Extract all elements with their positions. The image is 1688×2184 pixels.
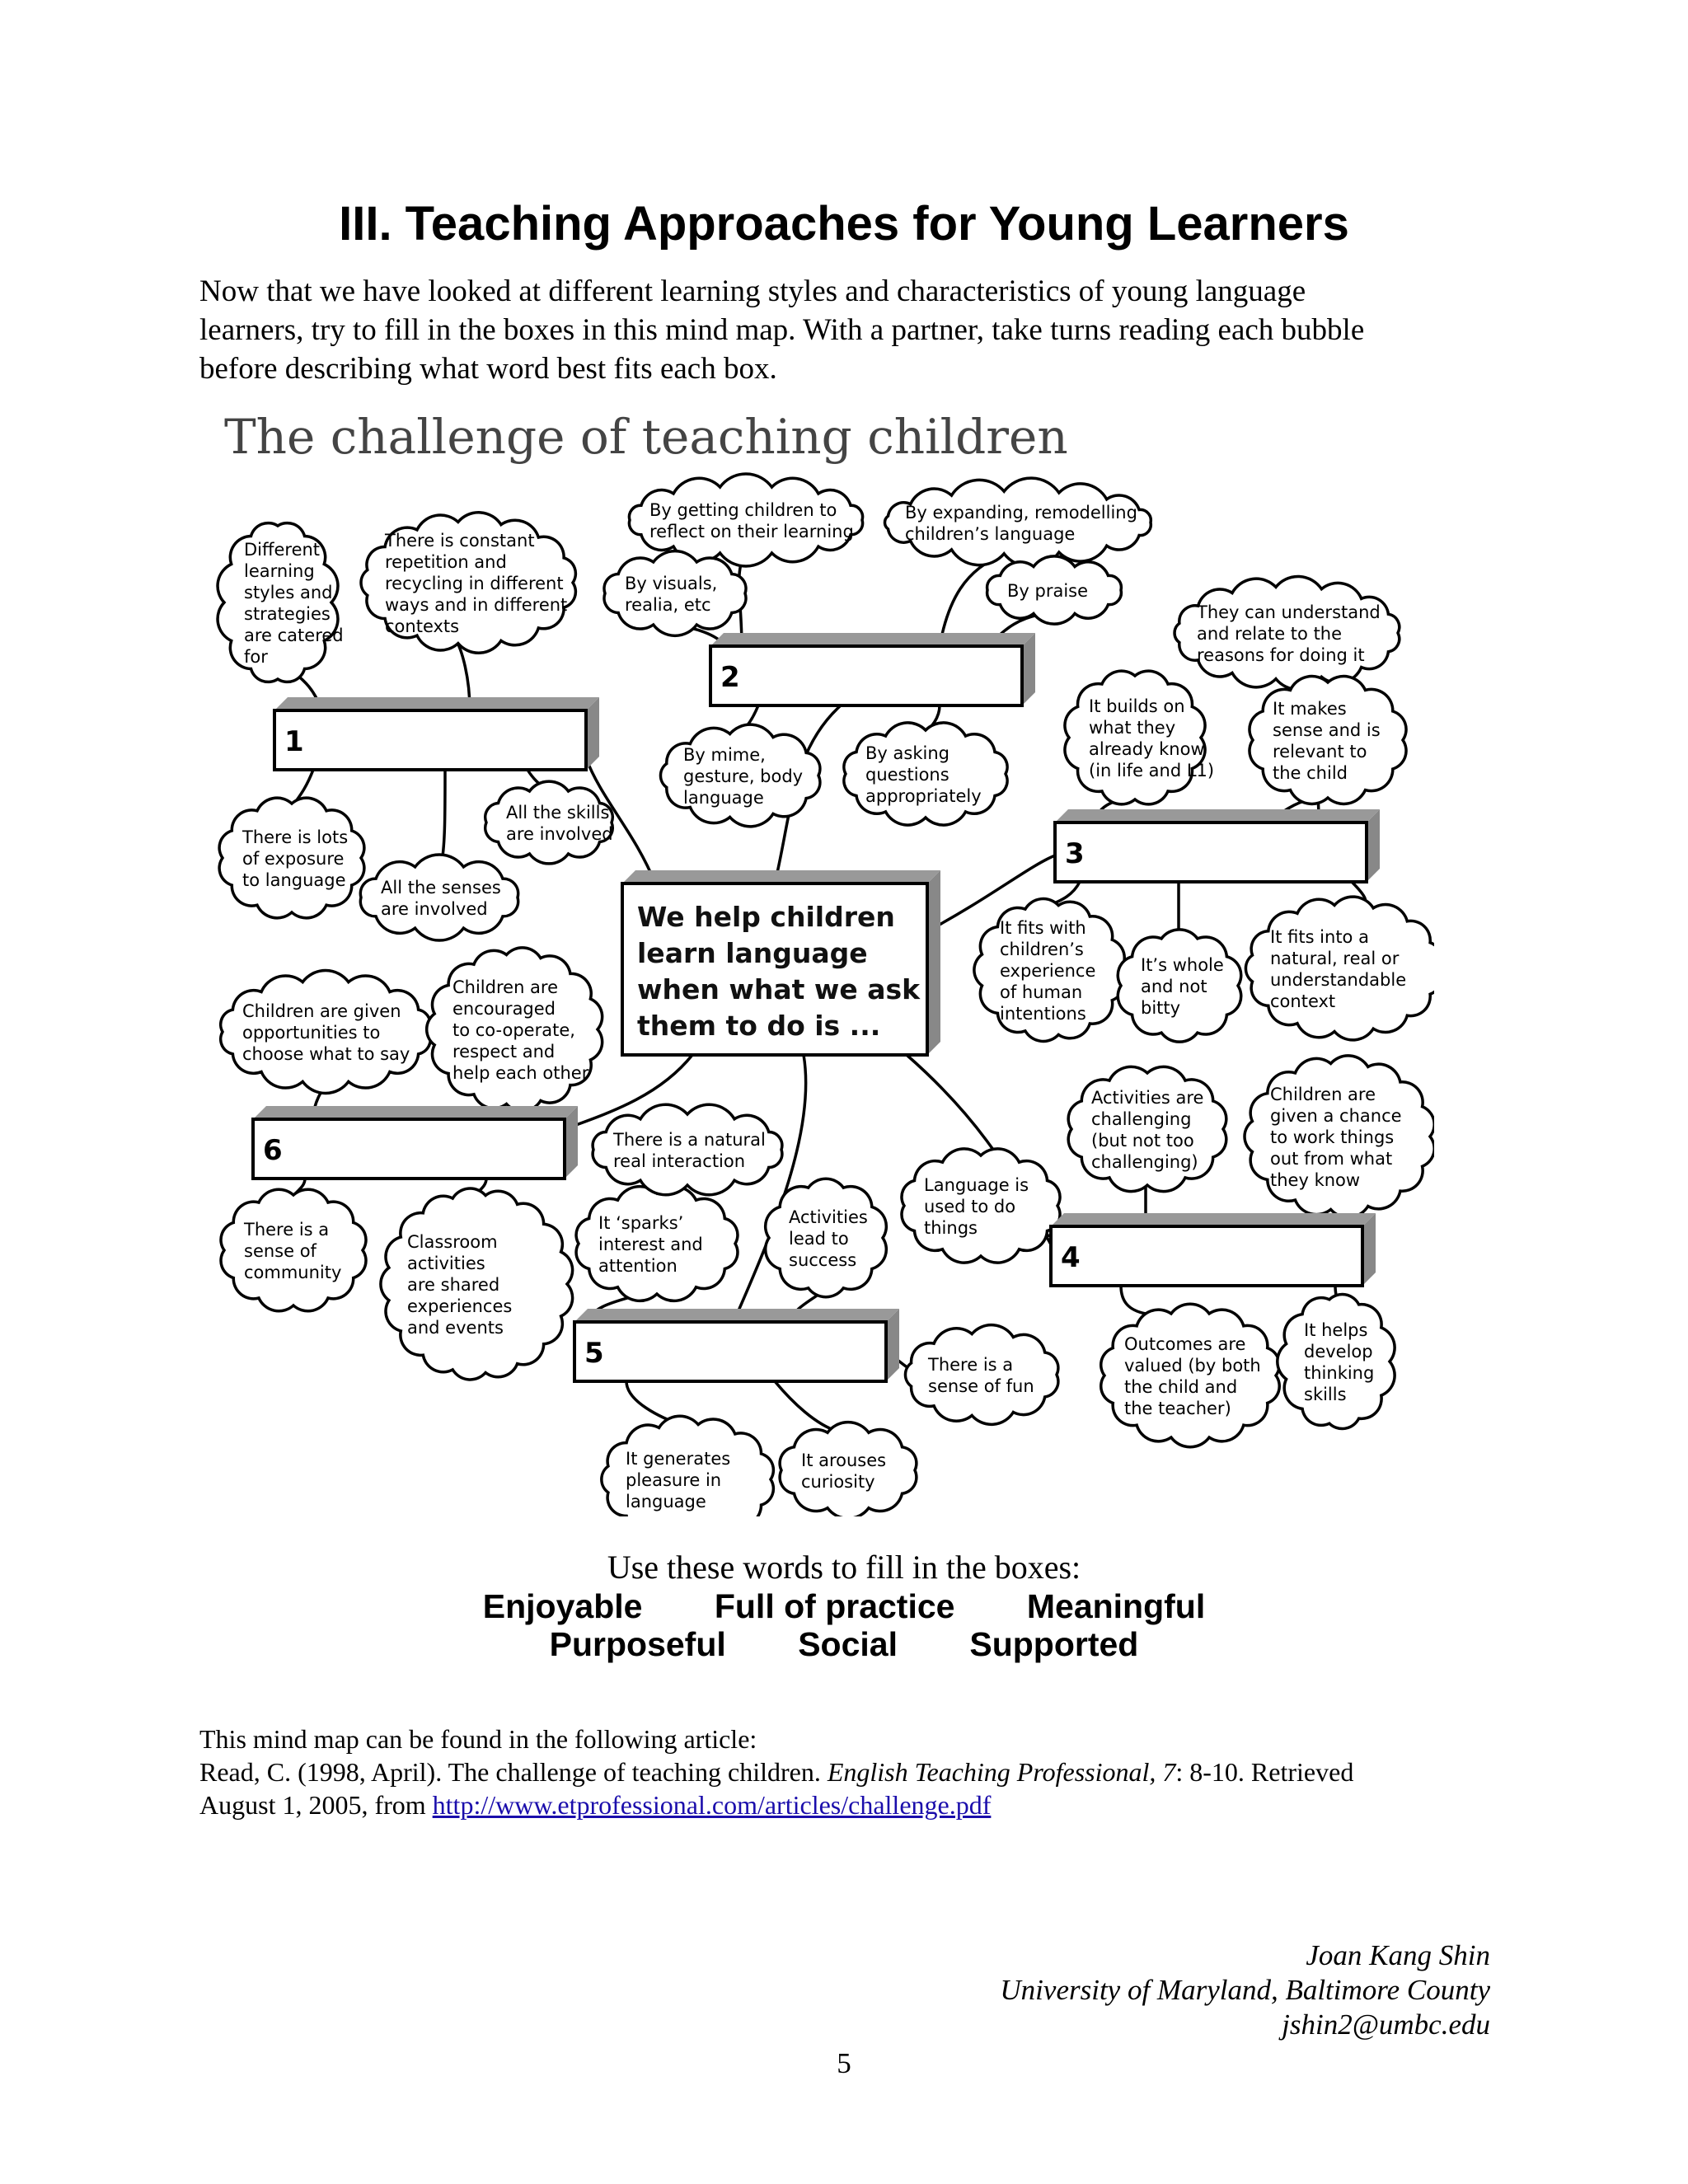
bubble-text: It makes: [1273, 699, 1347, 719]
word-bank-row-2: [0, 1625, 1688, 1664]
reference-retrieval: [199, 1788, 1535, 1821]
intro-paragraph: [199, 272, 1535, 388]
bubble-text: natural, real or: [1270, 949, 1400, 968]
bubble: [221, 1189, 366, 1311]
bubble: [360, 855, 518, 940]
bubble-text: valued (by both: [1124, 1356, 1261, 1376]
bubble-text: what they: [1089, 718, 1176, 738]
bubble: [844, 723, 1007, 825]
word-bank-item: Meaningful: [1026, 1587, 1206, 1625]
bubble: [987, 556, 1122, 624]
bubble-text: There is a natural: [613, 1130, 766, 1150]
answer-box-4: [1051, 1213, 1376, 1286]
box-number: 2: [720, 661, 740, 694]
connector-line: [1121, 1286, 1146, 1314]
bubble-text: community: [244, 1263, 342, 1282]
box-number: 1: [284, 725, 304, 758]
word-bank-row-1: [0, 1587, 1688, 1626]
bubble: [1278, 1295, 1395, 1429]
bubble: [218, 523, 344, 682]
bubble-text: and events: [407, 1318, 504, 1338]
word-bank-item: Social: [798, 1625, 898, 1663]
bubble-text: By praise: [1007, 581, 1089, 601]
bubble-text: It builds on: [1089, 696, 1185, 716]
bubble: [766, 1179, 887, 1296]
bubble-text: It generates: [626, 1449, 731, 1469]
answer-box-5: [574, 1309, 899, 1381]
bubble-text: bitty: [1141, 998, 1181, 1018]
retrieval-text: August 1, 2005, from: [199, 1790, 433, 1820]
bubble-text: the child: [1273, 763, 1348, 783]
bubble-text: respect and: [452, 1042, 556, 1062]
bubble-text: ways and in different: [385, 595, 568, 615]
bubble: [576, 1187, 738, 1301]
bubble-text: things: [924, 1218, 978, 1238]
bubble-text: It ‘sparks’: [598, 1213, 684, 1233]
bubble-outline: [604, 551, 746, 636]
center-text: when what we ask: [637, 973, 921, 1005]
author-email: jshin2@umbc.edu: [1282, 2008, 1490, 2041]
bubble-outline: [1065, 671, 1205, 804]
bubble: [974, 899, 1124, 1042]
answer-box-frame: [574, 1322, 886, 1381]
box-shadow: [710, 633, 1035, 646]
bubble-outline: [485, 781, 613, 864]
bubble: [602, 1416, 774, 1516]
bubble-text: Language is: [924, 1175, 1029, 1195]
bubble-text: appropriately: [865, 786, 982, 806]
bubble-text: are shared: [407, 1275, 500, 1295]
bubble-text: It arouses: [801, 1451, 887, 1470]
connector-line: [441, 770, 445, 865]
bubble: [1065, 671, 1214, 804]
bubble-text: challenging): [1091, 1152, 1198, 1172]
bubble-text: Different: [244, 540, 321, 560]
word-bank-item: Purposeful: [549, 1625, 726, 1663]
bubble: [780, 1422, 917, 1516]
word-bank-item: Supported: [969, 1625, 1139, 1663]
bubble-text: recycling in different: [385, 574, 564, 593]
bubble-text: to language: [242, 870, 346, 890]
bubble-text: opportunities to: [242, 1023, 381, 1043]
bubble-text: Activities are: [1091, 1088, 1204, 1108]
bubble-text: of human: [1000, 982, 1083, 1002]
bubble-text: children’s language: [905, 524, 1076, 544]
word-bank-item: Enjoyable: [482, 1587, 643, 1625]
bubble-text: By expanding, remodelling: [905, 503, 1137, 523]
connector-line: [775, 1381, 841, 1432]
bubble-text: intentions: [1000, 1004, 1086, 1024]
bubble-text: Classroom: [407, 1232, 498, 1252]
answer-box-frame: [710, 646, 1022, 705]
bubble-text: All the senses: [381, 878, 501, 898]
bubble-outline: [1278, 1295, 1395, 1429]
bubble-text: curiosity: [801, 1472, 875, 1492]
bubble-text: reasons for doing it: [1197, 645, 1365, 665]
bubble-outline: [1245, 897, 1434, 1040]
mind-map-title: The challenge of teaching children: [224, 409, 1068, 465]
bubble-text: experiences: [407, 1296, 513, 1316]
answer-box-frame: [274, 710, 586, 770]
answer-box-frame: [1051, 1226, 1362, 1286]
bubble-text: are involved: [506, 824, 613, 844]
bubble-text: they know: [1270, 1170, 1361, 1190]
article-link[interactable]: http://www.etprofessional.com/articles/challenge.pdf: [432, 1790, 992, 1820]
journal-title: English Teaching Professional, 7: [827, 1757, 1176, 1787]
bubble-text: (in life and L1): [1089, 761, 1215, 780]
bubble-text: Children are given: [242, 1001, 401, 1021]
answer-box-frame: [253, 1119, 565, 1179]
bubble-text: interest and: [598, 1235, 703, 1254]
bubble-text: choose what to say: [242, 1044, 410, 1064]
bubble-text: questions: [865, 765, 950, 785]
bubble-text: contexts: [385, 616, 460, 636]
reference-block: [199, 1722, 1535, 1821]
box-shadow: [927, 870, 940, 1055]
bubble-text: repetition and: [385, 552, 507, 572]
bubble: [1118, 930, 1240, 1042]
box-shadow: [622, 870, 940, 883]
bubble-text: and not: [1141, 977, 1207, 996]
page-heading: III. Teaching Approaches for Young Learners: [339, 197, 1349, 251]
bubble: [221, 971, 431, 1094]
bubble-text: help each other: [452, 1063, 589, 1083]
intro-line: before describing what word best fits each box.: [199, 352, 777, 386]
bubble: [361, 513, 575, 653]
bubble-text: gesture, body: [683, 766, 804, 786]
bubble: [604, 551, 746, 636]
center-text: learn language: [637, 937, 868, 969]
bubble-text: sense of: [244, 1241, 316, 1261]
box-shadow: [574, 1309, 899, 1322]
bubble-text: realia, etc: [625, 595, 711, 615]
bubble-text: context: [1270, 991, 1336, 1011]
box-number: 4: [1061, 1241, 1081, 1274]
bubble-text: By mime,: [683, 745, 766, 765]
bubble-text: activities: [407, 1254, 485, 1273]
bubble-text: the teacher): [1124, 1399, 1231, 1418]
mind-map-shapes: [218, 474, 1434, 1516]
bubble: [1245, 897, 1434, 1040]
bubble-text: Children are: [1270, 1085, 1376, 1104]
bubble-text: There is a: [928, 1355, 1014, 1375]
citation-text: Read, C. (1998, April). The challenge of teaching children.: [199, 1757, 828, 1787]
bubble-text: strategies: [244, 604, 331, 624]
bubble-text: By getting children to: [649, 500, 837, 520]
bubble-text: are involved: [381, 899, 488, 919]
page-number: 5: [837, 2047, 851, 2079]
bubble-outline: [1101, 1304, 1280, 1447]
bubble: [905, 1325, 1057, 1425]
reference-intro: This mind map can be found in the following article:: [199, 1724, 757, 1754]
bubble-text: attention: [598, 1256, 678, 1276]
bubble-text: challenging: [1091, 1109, 1192, 1129]
bubble-text: success: [789, 1250, 857, 1270]
bubble: [1250, 677, 1406, 804]
intro-line: Now that we have looked at different learning styles and characteristics of young language: [199, 274, 1306, 308]
bubble: [1068, 1066, 1226, 1191]
bubble-text: They can understand: [1197, 602, 1381, 622]
box-shadow: [253, 1106, 578, 1119]
citation-pages: : 8-10. Retrieved: [1175, 1757, 1354, 1787]
bubble-text: pleasure in: [626, 1470, 722, 1490]
bubble-text: learning: [244, 561, 315, 581]
box-shadow: [1055, 809, 1380, 823]
bubble: [660, 724, 819, 827]
bubble: [1175, 576, 1400, 689]
bubble-text: Outcomes are: [1124, 1334, 1246, 1354]
bubble: [884, 478, 1151, 567]
bubble-text: Activities: [789, 1207, 868, 1227]
box-shadow: [1051, 1213, 1376, 1226]
intro-line: learners, try to fill in the boxes in this mind map. With a partner, take turns reading each bubble: [199, 313, 1365, 347]
bubble-text: and relate to the: [1197, 624, 1343, 644]
bubble-text: of exposure: [242, 849, 345, 869]
bubble: [427, 948, 603, 1111]
bubble-text: understandable: [1270, 970, 1407, 990]
bubble-text: for: [244, 647, 268, 667]
bubble-text: There is a: [244, 1220, 330, 1240]
bubble-text: the child and: [1124, 1377, 1238, 1397]
bubble-outline: [884, 478, 1151, 567]
bubble-text: children’s: [1000, 940, 1084, 959]
bubble-text: (but not too: [1091, 1131, 1194, 1151]
bubble-outline: [360, 855, 518, 940]
bubble-text: It fits with: [1000, 918, 1086, 938]
bubble-text: out from what: [1270, 1149, 1393, 1169]
bubble: [381, 1188, 573, 1380]
answer-box-3: [1055, 809, 1380, 882]
word-bank-instruction: Use these words to fill in the boxes:: [607, 1549, 1081, 1586]
bubble-text: sense of fun: [928, 1376, 1034, 1396]
box-number: 5: [584, 1337, 604, 1370]
bubble-text: language: [683, 788, 764, 808]
bubble-text: By visuals,: [625, 574, 718, 593]
center-text: We help children: [637, 901, 895, 933]
box-number: 6: [263, 1134, 283, 1167]
bubble-text: real interaction: [613, 1151, 746, 1171]
bubble-text: It helps: [1304, 1320, 1368, 1340]
bubble-text: are catered: [244, 626, 344, 645]
bubble-text: By asking: [865, 743, 950, 763]
answer-box-6: [253, 1106, 578, 1179]
bubble-text: All the skills: [506, 803, 610, 823]
bubble: [902, 1149, 1060, 1263]
bubble-outline: [593, 1104, 782, 1194]
author-signature: [1000, 1938, 1490, 2042]
bubble-text: skills: [1304, 1385, 1347, 1404]
bubble-outline: [905, 1325, 1057, 1425]
box-number: 3: [1065, 837, 1085, 870]
bubble-text: encouraged: [452, 999, 556, 1019]
bubble: [219, 798, 364, 918]
bubble-text: styles and: [244, 583, 333, 602]
bubble: [1245, 1056, 1434, 1217]
bubble-text: Children are: [452, 977, 559, 997]
bubble-text: sense and is: [1273, 720, 1381, 740]
bubble-text: experience: [1000, 961, 1096, 981]
center-box: [622, 870, 940, 1055]
answer-box-1: [274, 697, 599, 770]
author-name: Joan Kang Shin: [1306, 1939, 1490, 1971]
answer-box-2: [710, 633, 1035, 705]
bubble-text: language: [626, 1492, 706, 1511]
bubble-text: lead to: [789, 1229, 849, 1249]
answer-box-frame: [1055, 823, 1367, 882]
bubble-text: to co-operate,: [452, 1020, 575, 1040]
bubble-text: reflect on their learning: [649, 522, 854, 541]
bubble: [1101, 1304, 1280, 1447]
bubble-text: already know: [1089, 739, 1205, 759]
bubble-text: used to do: [924, 1197, 1016, 1216]
bubble-outline: [1250, 677, 1406, 804]
bubble-text: It fits into a: [1270, 927, 1369, 947]
bubble-text: There is lots: [242, 827, 349, 847]
reference-citation: [199, 1755, 1535, 1788]
bubble-text: given a chance: [1270, 1106, 1402, 1126]
bubble-text: develop: [1304, 1342, 1373, 1361]
center-text: them to do is ...: [637, 1010, 881, 1042]
author-affiliation: University of Maryland, Baltimore County: [1000, 1974, 1490, 2006]
bubble-outline: [1068, 1066, 1226, 1191]
bubble-text: thinking: [1304, 1363, 1375, 1383]
bubble: [485, 781, 613, 864]
bubble-text: There is constant: [385, 531, 535, 551]
word-bank-item: Full of practice: [714, 1587, 955, 1625]
mind-map: [198, 404, 1434, 1516]
bubble-text: relevant to: [1273, 742, 1367, 762]
bubble: [593, 1104, 782, 1194]
bubble-text: It’s whole: [1141, 955, 1224, 975]
bubble-text: to work things: [1270, 1127, 1395, 1147]
box-shadow: [274, 697, 599, 710]
